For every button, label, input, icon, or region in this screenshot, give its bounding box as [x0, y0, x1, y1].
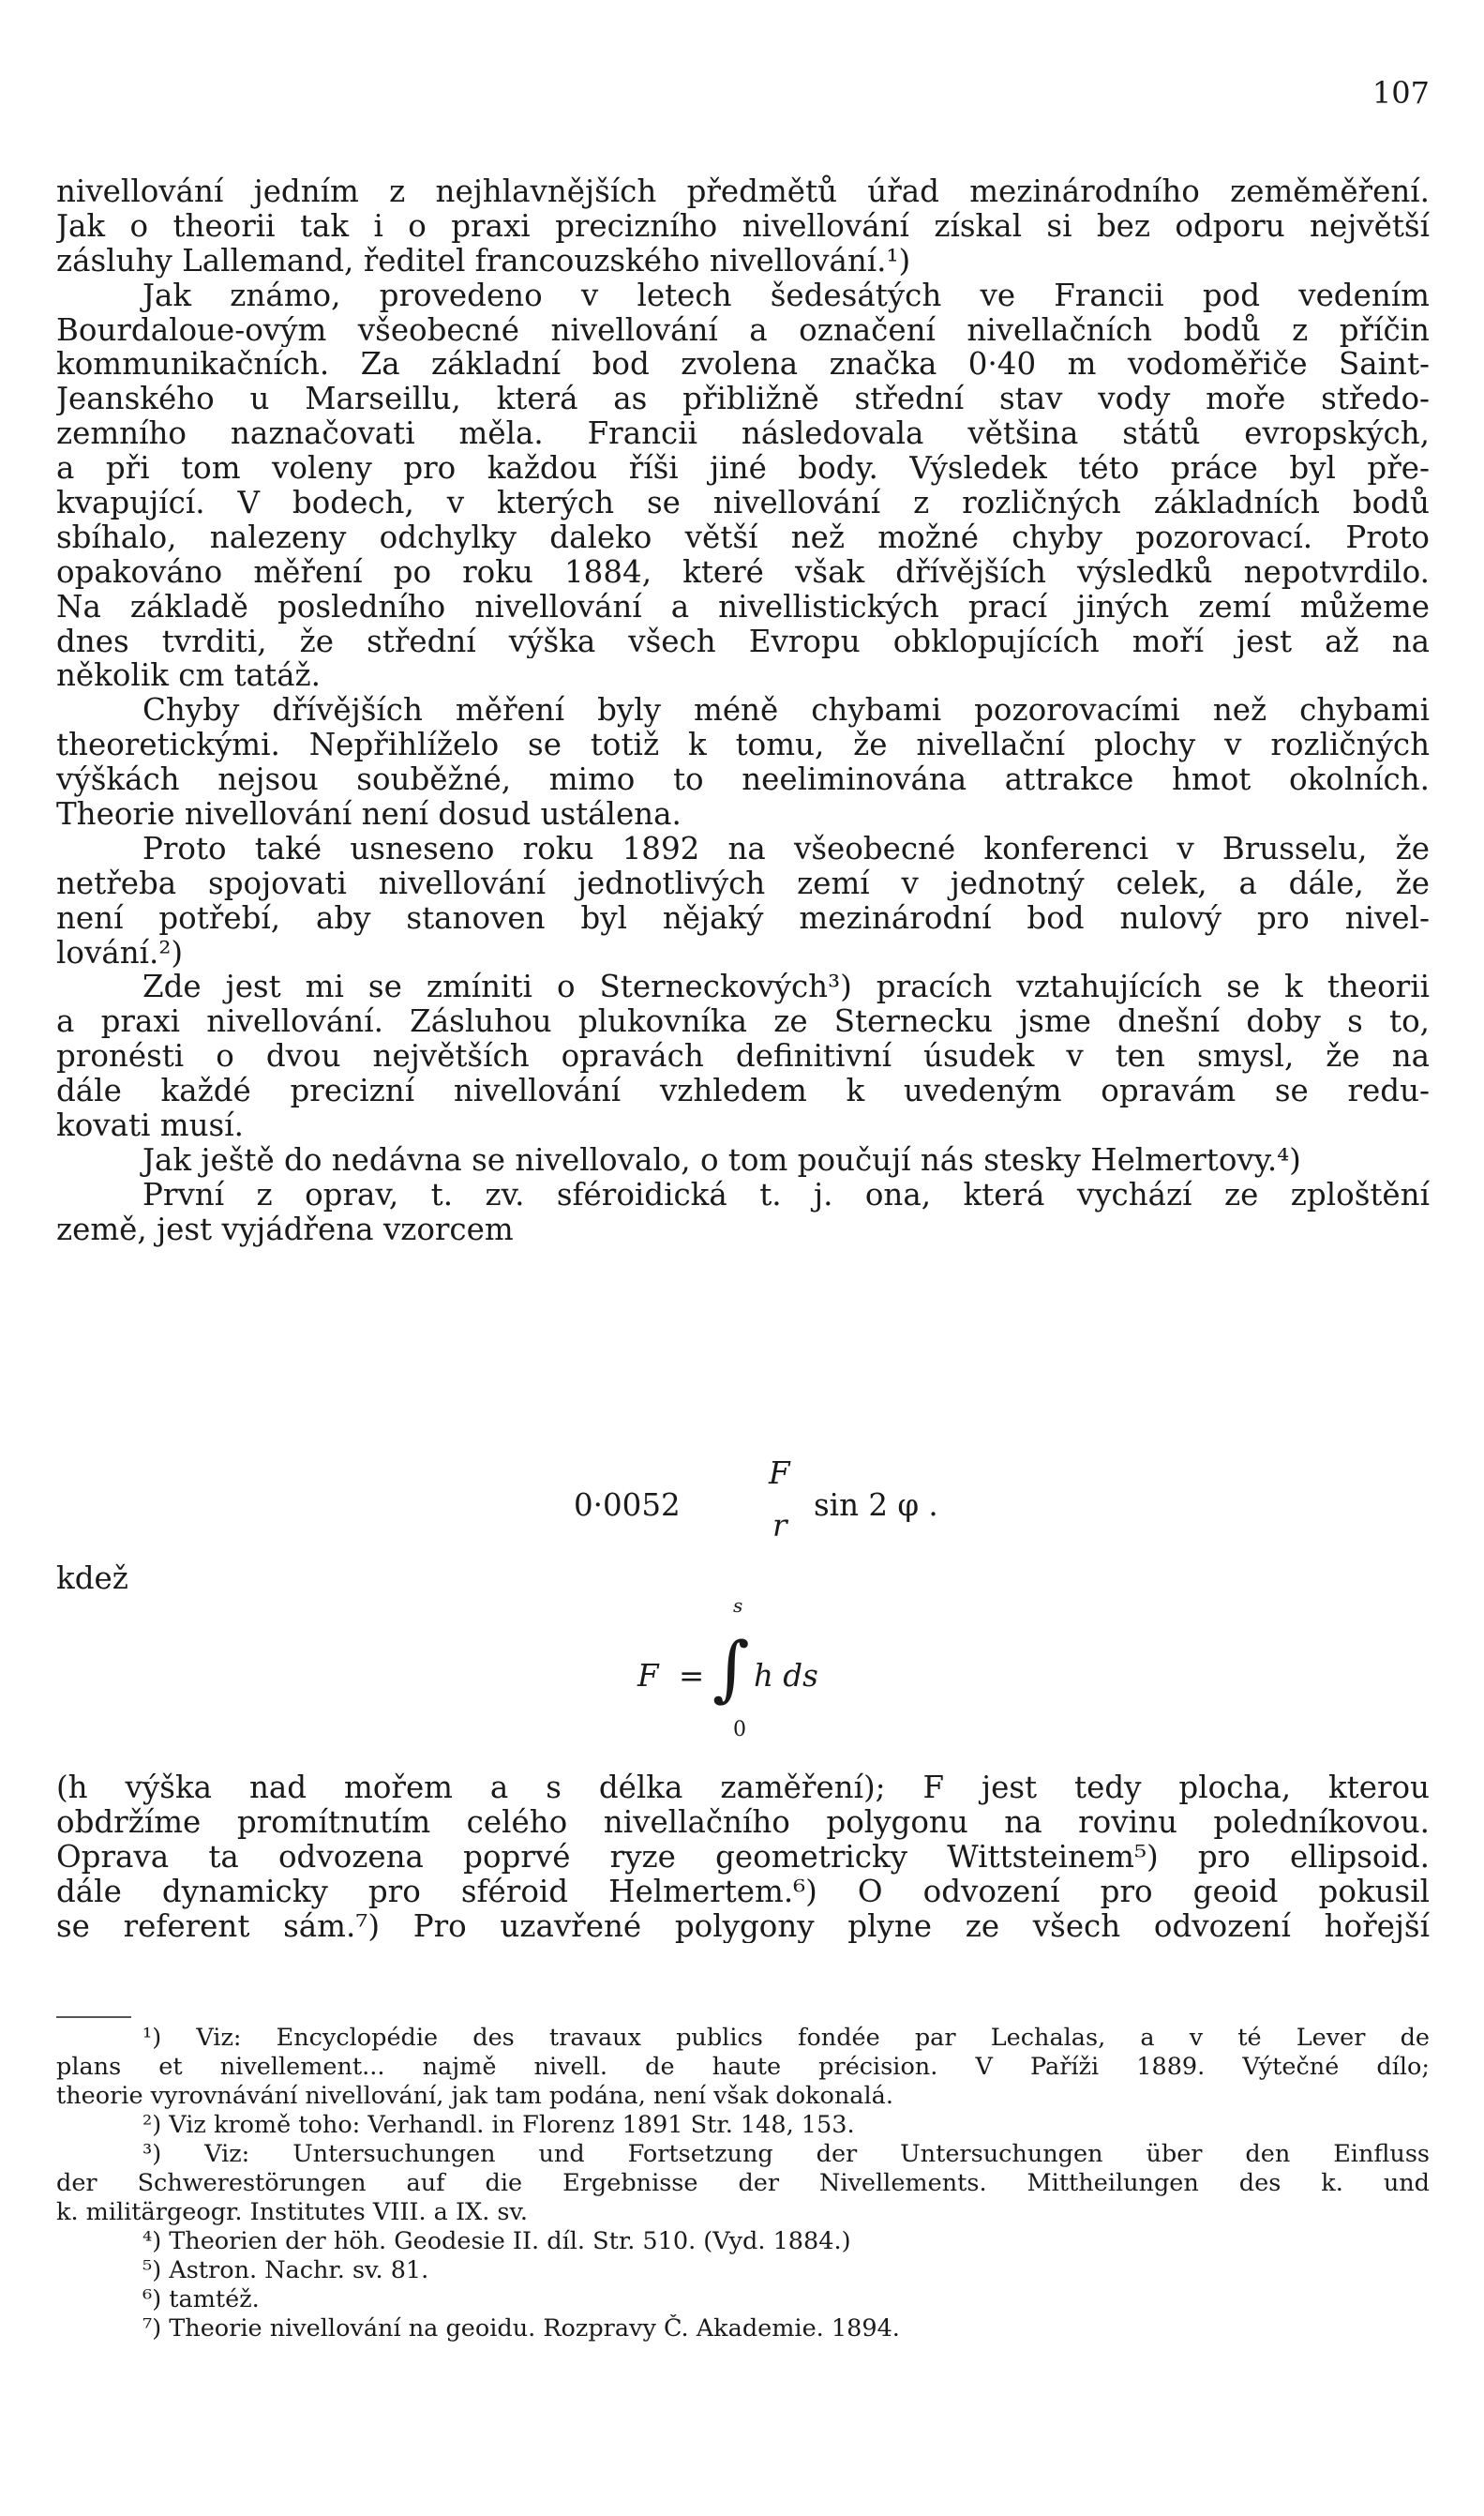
body-text: [56, 174, 1430, 1247]
footnote-line: ¹) Viz: Encyclopédie des travaux publics fondée par Lechalas, a v té Lever de: [142, 2024, 1430, 2052]
footnote-line: ⁵) Astron. Nachr. sv. 81.: [142, 2256, 429, 2284]
kdez-label: kdež: [56, 1560, 128, 1596]
formula-spheroidic-correction: [56, 1455, 1430, 1559]
footnote-line: ⁷) Theorie nivellování na geoidu. Rozpravy Č. Akademie. 1894.: [142, 2314, 900, 2343]
text-line: lování.²): [56, 935, 184, 971]
text-line: opakováno měření po roku 1884, které však dřívějších výsledků nepotvrdilo.: [56, 554, 1430, 590]
footnote-line: ³) Viz: Untersuchungen und Fortsetzung der Untersuchungen über den Einfluss: [142, 2140, 1430, 2168]
footnote-line: k. militärgeogr. Institutes VIII. a IX. sv.: [56, 2198, 528, 2226]
formula-lhs: F: [637, 1658, 659, 1694]
integrand: h ds: [754, 1658, 818, 1694]
text-line: nivellování jedním z nejhlavnějších předmětů úřad mezinárodního zeměměření.: [56, 174, 1430, 209]
text-line: není potřebí, aby stanoven byl nějaký mezinárodní bod nulový pro nivel-: [56, 900, 1430, 936]
text-line: První z oprav, t. zv. sféroidická t. j. ona, která vychází ze zploštění: [142, 1177, 1430, 1213]
footnote-line: ⁴) Theorien der höh. Geodesie II. díl. Str. 510. (Vyd. 1884.): [142, 2227, 851, 2255]
text-line: Bourdaloue-ovým všeobecné nivellování a označení nivellačních bodů z příčin: [56, 312, 1430, 348]
text-line: Jak o theorii tak i o praxi precizního nivellování získal si bez odporu největší: [56, 208, 1430, 244]
text-line: výškách nejsou souběžné, mimo to neeliminována attrakce hmot okolních.: [56, 762, 1430, 798]
integral-upper-limit: s: [733, 1594, 743, 1617]
text-line: netřeba spojovati nivellování jednotlivých zemí v jednotný celek, a dále, že: [56, 866, 1430, 901]
footnote-rule: [56, 2016, 131, 2018]
footnote-line: plans et nivellement... najmě nivell. de haute précision. V Paříži 1889. Výtečné dílo;: [56, 2053, 1430, 2081]
text-line: zemního naznačovati měla. Francii následovala většina států evropských,: [56, 416, 1430, 452]
after-text: [56, 1770, 1430, 1943]
integral-lower-limit: 0: [733, 1718, 746, 1741]
formula-integral: [56, 1594, 1430, 1754]
text-line: dnes tvrditi, že střední výška všech Evropu obklopujících moří jest až na: [56, 624, 1430, 659]
text-line: dále dynamicky pro sféroid Helmertem.⁶) O odvození pro geoid pokusil: [56, 1874, 1430, 1909]
text-line: Chyby dřívějších měření byly méně chybami pozorovacími než chybami: [142, 693, 1430, 729]
text-line: Jak známo, provedeno v letech šedesátých ve Francii pod vedením: [142, 278, 1430, 313]
text-line: kommunikačních. Za základní bod zvolena značka 0·40 m vodoměřiče Saint-: [56, 347, 1430, 383]
text-line: Proto také usneseno roku 1892 na všeobecné konferenci v Brusselu, že: [142, 831, 1430, 866]
footnotes: [56, 2024, 1430, 2343]
footnote-line: theorie vyrovnávání nivellování, jak tam podána, není však dokonalá.: [56, 2082, 893, 2110]
footnote-line: ²) Viz kromě toho: Verhandl. in Florenz 1891 Str. 148, 153.: [142, 2111, 855, 2139]
text-line: obdržíme promítnutím celého nivellačního polygonu na rovinu poledníkovou.: [56, 1804, 1430, 1840]
footnote-line: ⁶) tamtéž.: [142, 2285, 260, 2313]
text-line: a praxi nivellování. Zásluhou plukovníka ze Sternecku jsme dnešní doby s to,: [56, 1004, 1430, 1040]
text-line: se referent sám.⁷) Pro uzavřené polygony plyne ze všech odvození hořejší: [56, 1908, 1430, 1944]
text-line: Zde jest mi se zmíniti o Sterneckových³) pracích vztahujících se k theorii: [142, 970, 1430, 1005]
formula-fraction-denominator: r: [772, 1508, 787, 1544]
text-line: Jeanského u Marseillu, která as přibližně střední stav vody moře středo-: [56, 382, 1430, 417]
integral-sign: ∫: [712, 1626, 750, 1710]
text-line: dále každé precizní nivellování vzhledem k uvedeným opravám se redu-: [56, 1074, 1430, 1109]
text-line: Theorie nivellování není dosud ustálena.: [56, 797, 682, 832]
text-line: kovati musí.: [56, 1108, 244, 1143]
text-line: pronésti o dvou největších opravách definitivní úsudek v ten smysl, že na: [56, 1039, 1430, 1075]
formula-fraction-numerator: F: [769, 1455, 790, 1491]
text-line: (h výška nad mořem a s délka zaměření); F jest tedy plocha, kterou: [56, 1770, 1430, 1805]
text-line: zásluhy Lallemand, ředitel francouzského nivellování.¹): [56, 243, 911, 279]
text-line: Jak ještě do nedávna se nivellovalo, o tom poučují nás stesky Helmertovy.⁴): [142, 1142, 1301, 1178]
formula-equals: =: [679, 1658, 705, 1694]
text-line: sbíhalo, nalezeny odchylky daleko větší než možné chyby pozorovací. Proto: [56, 520, 1430, 555]
text-line: theoretickými. Nepřihlíželo se totiž k tomu, že nivellační plochy v rozličných: [56, 728, 1430, 763]
text-line: Oprava ta odvozena poprvé ryze geometricky Wittsteinem⁵) pro ellipsoid.: [56, 1839, 1430, 1875]
text-line: země, jest vyjádřena vzorcem: [56, 1212, 514, 1247]
formula-coefficient: 0·0052: [574, 1487, 681, 1523]
text-line: kvapující. V bodech, v kterých se nivellování z rozličných základních bodů: [56, 486, 1430, 520]
page-number: 107: [1372, 75, 1430, 111]
text-line: několik cm tatáž.: [56, 658, 321, 694]
text-line: Na základě posledního nivellování a nivellistických prací jiných zemí můžeme: [56, 589, 1430, 625]
text-line: a při tom voleny pro každou říši jiné body. Výsledek této práce byl pře-: [56, 451, 1430, 487]
footnote-line: der Schwerestörungen auf die Ergebnisse der Nivellements. Mittheilungen des k. und: [56, 2169, 1430, 2197]
formula-sine-term: sin 2 φ .: [814, 1487, 938, 1523]
